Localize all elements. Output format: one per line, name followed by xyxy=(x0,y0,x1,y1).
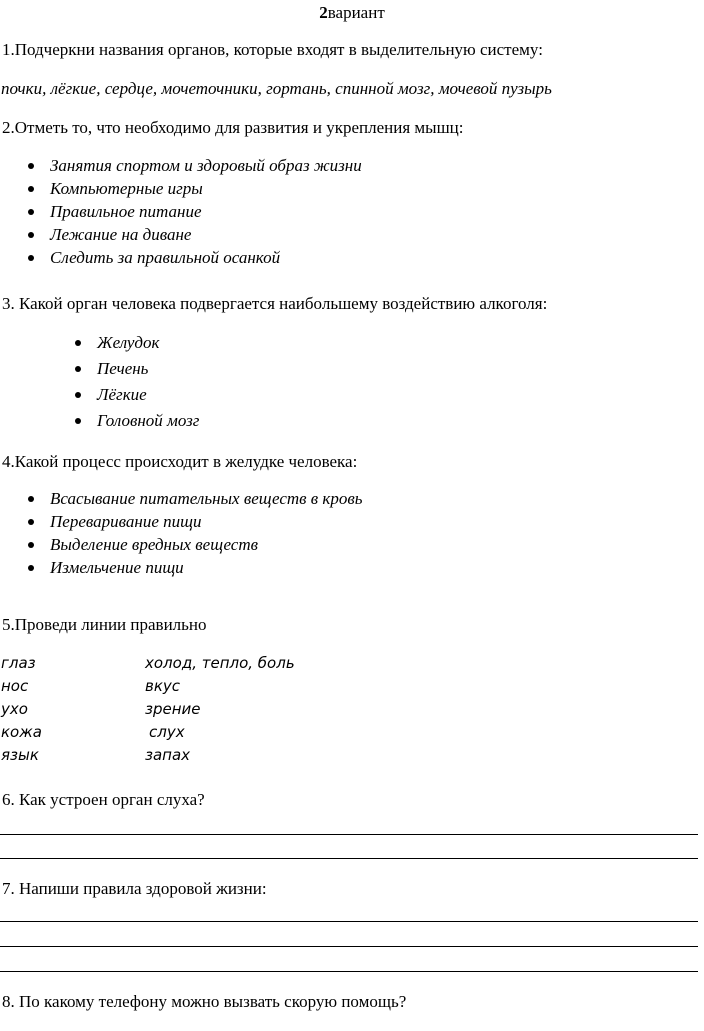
bullet-icon xyxy=(28,163,34,169)
answer-line xyxy=(0,971,698,972)
list-item: Переваривание пищи xyxy=(50,512,202,531)
page-title xyxy=(0,3,704,23)
bullet-icon xyxy=(28,542,34,548)
matching-left-item: нос xyxy=(1,677,29,695)
question-7: 7. Напиши правила здоровой жизни: xyxy=(2,879,267,898)
list-item: Всасывание питательных веществ в кровь xyxy=(50,489,363,508)
answer-line xyxy=(0,946,698,947)
bullet-icon xyxy=(75,340,81,346)
variant-number: 2 xyxy=(319,3,328,22)
list-item: Печень xyxy=(97,359,149,378)
matching-left-item: ухо xyxy=(1,700,28,718)
variant-word: вариант xyxy=(327,3,385,22)
bullet-icon xyxy=(28,519,34,525)
bullet-icon xyxy=(75,366,81,372)
list-item: Головной мозг xyxy=(97,411,200,430)
bullet-icon xyxy=(28,186,34,192)
answer-line xyxy=(0,834,698,835)
list-item: Занятия спортом и здоровый образ жизни xyxy=(50,156,362,175)
list-item: Лежание на диване xyxy=(50,225,192,244)
bullet-icon xyxy=(75,392,81,398)
matching-right-item: запах xyxy=(145,746,191,764)
bullet-icon xyxy=(28,496,34,502)
answer-line xyxy=(0,858,698,859)
bullet-icon xyxy=(28,209,34,215)
question-4: 4.Какой процесс происходит в желудке человека: xyxy=(2,452,358,471)
answer-line xyxy=(0,921,698,922)
question-1: 1.Подчеркни названия органов, которые входят в выделительную систему: xyxy=(2,40,543,59)
list-item: Желудок xyxy=(97,333,160,352)
question-6: 6. Как устроен орган слуха? xyxy=(2,790,205,809)
list-item: Компьютерные игры xyxy=(50,179,203,198)
list-item: Выделение вредных веществ xyxy=(50,535,258,554)
question-8: 8. По какому телефону можно вызвать скорую помощь? xyxy=(2,992,407,1011)
bullet-icon xyxy=(28,232,34,238)
matching-left-item: кожа xyxy=(1,723,42,741)
matching-right-item: слух xyxy=(149,723,185,741)
bullet-icon xyxy=(28,565,34,571)
bullet-icon xyxy=(75,418,81,424)
bullet-icon xyxy=(28,255,34,261)
list-item: Следить за правильной осанкой xyxy=(50,248,281,267)
matching-right-item: холод, тепло, боль xyxy=(145,654,295,672)
question-1-options: почки, лёгкие, сердце, мочеточники, гортань, спинной мозг, мочевой пузырь xyxy=(1,79,552,98)
matching-left-item: язык xyxy=(1,746,39,764)
matching-right-item: зрение xyxy=(145,700,201,718)
matching-right-item: вкус xyxy=(145,677,181,695)
matching-left-item: глаз xyxy=(1,654,36,672)
question-3: 3. Какой орган человека подвергается наибольшему воздействию алкоголя: xyxy=(2,294,548,313)
question-2: 2.Отметь то, что необходимо для развития и укрепления мышц: xyxy=(2,118,464,137)
list-item: Правильное питание xyxy=(50,202,202,221)
list-item: Измельчение пищи xyxy=(50,558,184,577)
list-item: Лёгкие xyxy=(97,385,147,404)
question-5: 5.Проведи линии правильно xyxy=(2,615,207,634)
